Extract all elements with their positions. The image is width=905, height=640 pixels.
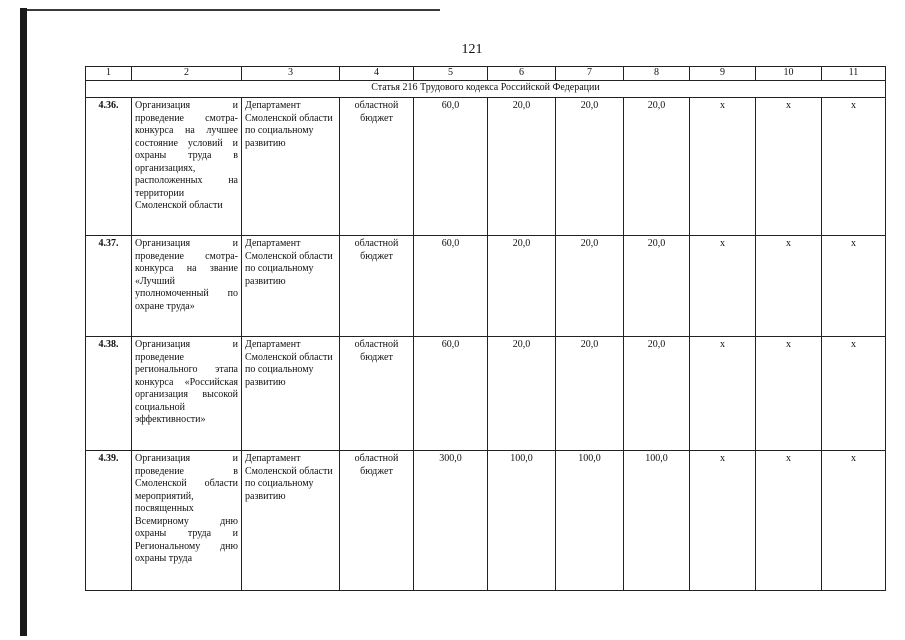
year-1-amount: 20,0 [488,236,556,337]
year-3-amount: 20,0 [624,98,690,236]
column-header: 7 [556,67,624,81]
year-1-amount: 100,0 [488,451,556,591]
indicator-cell: х [822,451,886,591]
row-number: 4.36. [86,98,132,236]
total-amount: 60,0 [414,236,488,337]
year-2-amount: 100,0 [556,451,624,591]
activity-name: Организация и проведение смотра-конкурса на лучшее состояние условий и охраны труда в организациях, расположенных на территории Смоленской области [132,98,242,236]
indicator-cell: х [690,236,756,337]
funding-source: областной бюджет [340,236,414,337]
column-header: 5 [414,67,488,81]
year-2-amount: 20,0 [556,337,624,451]
indicator-cell: х [822,236,886,337]
year-2-amount: 20,0 [556,236,624,337]
year-3-amount: 20,0 [624,236,690,337]
total-amount: 60,0 [414,337,488,451]
article-heading-row [86,81,886,98]
responsible-department: Департамент Смоленской области по социальному развитию [242,451,340,591]
indicator-cell: х [756,451,822,591]
funding-source: областной бюджет [340,337,414,451]
indicator-cell: х [756,337,822,451]
column-header: 3 [242,67,340,81]
indicator-cell: х [822,337,886,451]
article-heading: Статья 216 Трудового кодекса Российской Федерации [86,81,886,98]
column-header-row [86,67,886,81]
total-amount: 60,0 [414,98,488,236]
activity-name: Организация и проведение в Смоленской области мероприятий, посвященных Всемирному дню охраны труда и Региональному дню охраны труда [132,451,242,591]
scan-edge-left [20,8,27,636]
year-3-amount: 100,0 [624,451,690,591]
column-header: 11 [822,67,886,81]
responsible-department: Департамент Смоленской области по социальному развитию [242,337,340,451]
column-header: 6 [488,67,556,81]
column-header: 1 [86,67,132,81]
budget-table [85,66,886,591]
activity-name: Организация и проведение регионального этапа конкурса «Российская организация высокой социальной эффективности» [132,337,242,451]
table-row [86,451,886,591]
funding-source: областной бюджет [340,98,414,236]
indicator-cell: х [822,98,886,236]
indicator-cell: х [690,337,756,451]
scan-edge-top [27,9,440,11]
column-header: 2 [132,67,242,81]
table-row [86,236,886,337]
responsible-department: Департамент Смоленской области по социальному развитию [242,98,340,236]
row-number: 4.38. [86,337,132,451]
page-number: 121 [461,42,483,57]
column-header: 8 [624,67,690,81]
table-row [86,98,886,236]
activity-name: Организация и проведение смотра-конкурса на звание «Лучший уполномоченный по охране труда» [132,236,242,337]
table-row [86,337,886,451]
column-header: 4 [340,67,414,81]
indicator-cell: х [690,451,756,591]
responsible-department: Департамент Смоленской области по социальному развитию [242,236,340,337]
total-amount: 300,0 [414,451,488,591]
indicator-cell: х [756,98,822,236]
year-2-amount: 20,0 [556,98,624,236]
row-number: 4.37. [86,236,132,337]
row-number: 4.39. [86,451,132,591]
year-3-amount: 20,0 [624,337,690,451]
year-1-amount: 20,0 [488,98,556,236]
indicator-cell: х [690,98,756,236]
column-header: 10 [756,67,822,81]
year-1-amount: 20,0 [488,337,556,451]
column-header: 9 [690,67,756,81]
funding-source: областной бюджет [340,451,414,591]
indicator-cell: х [756,236,822,337]
